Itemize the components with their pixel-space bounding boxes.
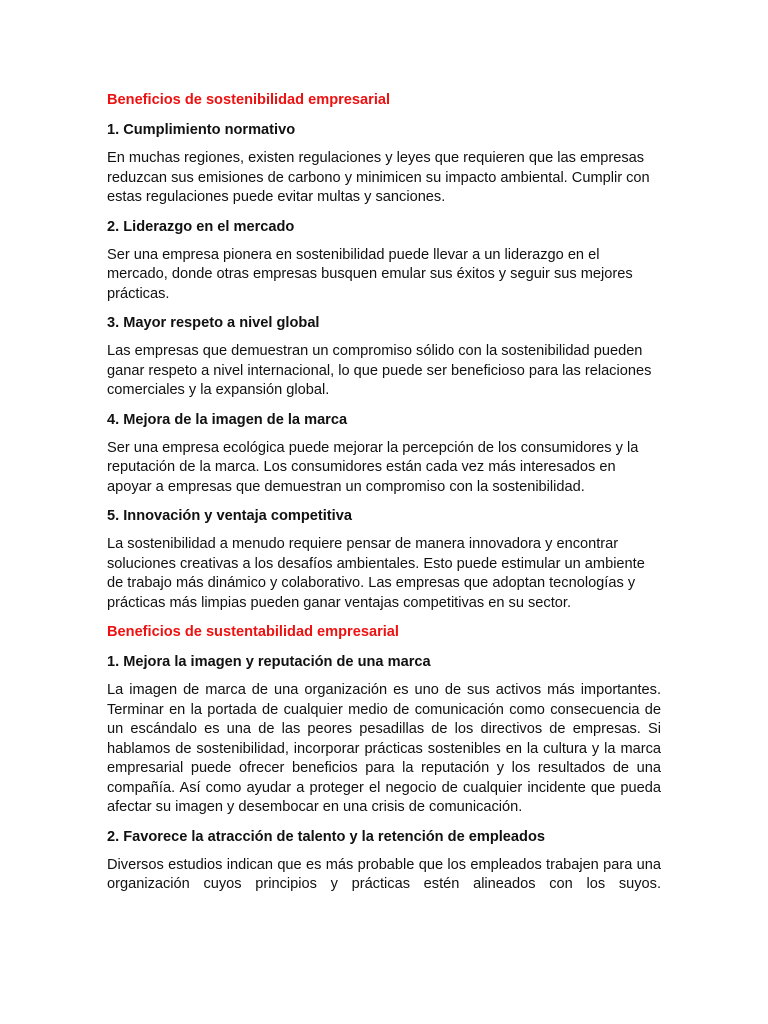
item-paragraph: Las empresas que demuestran un compromiso sólido con la sostenibilidad pueden ganar respeto a nivel internacional, lo que puede ser beneficioso para las relaciones comerciales y la expansión global. (107, 343, 652, 398)
item-heading: 3. Mayor respeto a nivel global (107, 315, 320, 331)
section-title: Beneficios de sustentabilidad empresarial (107, 624, 399, 640)
item-paragraph: La sostenibilidad a menudo requiere pensar de manera innovadora y encontrar soluciones creativas a los desafíos ambientales. Esto puede estimular un ambiente de trabajo más dinámico y colaborativo. Las empresas que adoptan tecnologías y prácticas más limpias pueden ganar ventajas competitivas en su sector. (107, 536, 645, 611)
item-heading: 5. Innovación y ventaja competitiva (107, 508, 352, 524)
item-heading: 4. Mejora de la imagen de la marca (107, 411, 348, 428)
document-page (107, 90, 661, 904)
item-heading: 2. Liderazgo en el mercado (107, 218, 295, 235)
item-heading: 2. Favorece la atracción de talento y la retención de empleados (107, 828, 545, 845)
item-paragraph: Diversos estudios indican que es más probable que los empleados trabajen para una organización cuyos principios y prácticas estén alineados con los suyos. (107, 856, 661, 892)
item-paragraph: En muchas regiones, existen regulaciones y leyes que requieren que las empresas reduzcan sus emisiones de carbono y minimicen su impacto ambiental. Cumplir con estas regulaciones puede evitar multas y sanciones. (107, 150, 650, 205)
item-paragraph: Ser una empresa ecológica puede mejorar la percepción de los consumidores y la reputación de la marca. Los consumidores están cada vez más interesados en apoyar a empresas que demuestran un compromiso con la sostenibilidad. (107, 439, 639, 495)
item-heading: 1. Cumplimiento normativo (107, 122, 296, 138)
section-sostenibilidad (107, 90, 661, 613)
section-title: Beneficios de sostenibilidad empresarial (107, 92, 391, 108)
item-paragraph: Ser una empresa pionera en sostenibilidad puede llevar a un liderazgo en el mercado, donde otras empresas busquen emular sus éxitos y seguir sus mejores prácticas. (107, 246, 633, 302)
item-heading: 1. Mejora la imagen y reputación de una marca (107, 654, 431, 670)
item-paragraph: La imagen de marca de una organización es uno de sus activos más importantes. Terminar en la portada de cualquier medio de comunicación como consecuencia de un escándalo es una de las peores pesadillas de los directivos de empresas. Si hablamos de sostenibilidad, incorporar prácticas sostenibles en la cultura y la marca empresarial puede ofrecer beneficios para la reputación y los resultados de una compañía. Así como ayudar a proteger el negocio de cualquier incidente que pueda afectar su imagen y desembocar en una crisis de comunicación. (107, 682, 661, 815)
section-sustentabilidad (107, 622, 661, 895)
